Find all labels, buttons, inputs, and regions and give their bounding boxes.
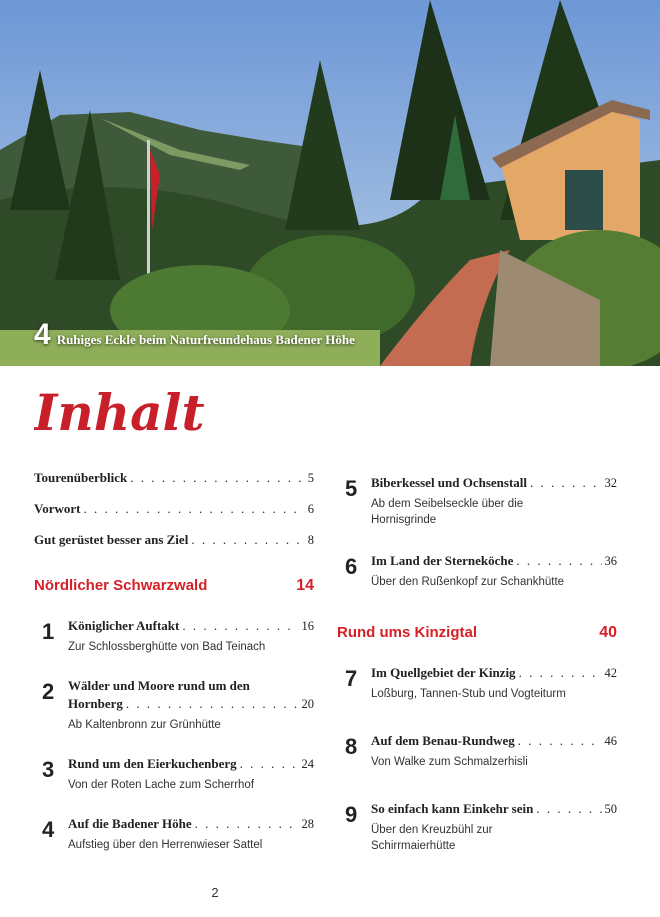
- tour-page: 20: [301, 697, 314, 711]
- dot-leader: [126, 695, 299, 713]
- tour-subtitle: [371, 822, 617, 854]
- tour-number: 2: [42, 679, 55, 704]
- dot-leader: [130, 470, 305, 486]
- tour-page: 46: [604, 734, 617, 748]
- toc-entry-page: 5: [307, 471, 314, 485]
- tour-number: 8: [345, 734, 358, 759]
- section-page: 14: [296, 577, 314, 594]
- page-number: 2: [211, 885, 219, 900]
- tour-entry-2[interactable]: [34, 677, 314, 733]
- toc-entry-label: Gut gerüstet besser ans Ziel: [34, 532, 189, 547]
- dot-leader: [240, 755, 299, 773]
- tour-number: 5: [345, 476, 358, 501]
- dot-leader: [530, 474, 601, 492]
- toc-entry-page: 8: [307, 533, 314, 547]
- dot-leader: [83, 501, 304, 517]
- tour-number: 3: [42, 757, 55, 782]
- dot-leader: [536, 800, 601, 818]
- tour-entry-6[interactable]: [337, 552, 617, 590]
- tour-page: 32: [604, 476, 617, 490]
- dot-leader: [518, 732, 602, 750]
- landscape-illustration: [0, 0, 660, 366]
- toc-right-column: [337, 470, 617, 854]
- tour-subtitle-line1: Über den Kreuzbühl zur: [371, 824, 493, 836]
- svg-text:Inhalt: Inhalt: [34, 383, 204, 442]
- hero-caption-number: 4: [34, 318, 51, 351]
- toc-entry-ausruestung[interactable]: [34, 532, 314, 563]
- section-title: Nördlicher Schwarzwald: [34, 577, 208, 594]
- toc-entry-label: Vorwort: [34, 501, 81, 516]
- tour-subtitle-line2: Schirrmaierhütte: [371, 840, 456, 852]
- tour-title: Im Quellgebiet der Kinzig: [371, 665, 516, 680]
- tour-title: Im Land der Sterneköche: [371, 553, 514, 568]
- tour-subtitle: Zur Schlossberghütte von Bad Teinach: [68, 641, 266, 653]
- hero-caption: [34, 318, 355, 352]
- tour-title: Hornberg: [68, 696, 123, 711]
- tour-subtitle-line2: Hornisgrinde: [371, 514, 437, 526]
- dot-leader: [195, 815, 299, 833]
- toc-entry-page: 6: [307, 502, 314, 516]
- tour-number: 1: [42, 619, 55, 644]
- tour-page: 50: [604, 802, 617, 816]
- tour-number: 6: [345, 554, 358, 579]
- tour-entry-3[interactable]: [34, 755, 314, 793]
- toc-entry-tourenueberblick[interactable]: [34, 470, 314, 501]
- tour-title: Auf die Badener Höhe: [68, 816, 192, 831]
- tour-page: 42: [604, 666, 617, 680]
- tour-subtitle: Loßburg, Tannen-Stub und Vogteiturm: [371, 688, 566, 700]
- tour-subtitle: Aufstieg über den Herrenwieser Sattel: [68, 839, 263, 851]
- tour-page: 24: [301, 757, 314, 771]
- page-title: [34, 382, 204, 447]
- tour-entry-7[interactable]: [337, 664, 617, 702]
- tour-entry-9[interactable]: [337, 800, 617, 854]
- tour-entry-4[interactable]: [34, 815, 314, 853]
- tour-subtitle: Von der Roten Lache zum Scherrhof: [68, 779, 255, 791]
- tour-subtitle-line1: Ab dem Seibelseckle über die: [371, 498, 524, 510]
- section-heading-rund-ums-kinzigtal[interactable]: [337, 624, 617, 642]
- tour-title-line1: Wälder und Moore rund um den: [68, 678, 250, 693]
- toc-left-column: [34, 470, 314, 853]
- tour-subtitle: Über den Rußenkopf zur Schankhütte: [371, 576, 565, 588]
- section-title: Rund ums Kinzigtal: [337, 624, 477, 641]
- section-heading-noerdlicher-schwarzwald[interactable]: [34, 577, 314, 595]
- dot-leader: [182, 617, 298, 635]
- dot-leader: [191, 532, 304, 548]
- tour-page: 36: [604, 554, 617, 568]
- tour-number: 9: [345, 802, 358, 827]
- tour-number: 4: [42, 817, 55, 842]
- tour-entry-1[interactable]: [34, 617, 314, 655]
- tour-subtitle: Ab Kaltenbronn zur Grünhütte: [68, 719, 221, 731]
- tour-title: Auf dem Benau-Rundweg: [371, 733, 515, 748]
- inhalt-script-title: [34, 382, 204, 442]
- tour-subtitle: [371, 496, 617, 528]
- tour-title: Königlicher Auftakt: [68, 618, 180, 633]
- tour-subtitle: Von Walke zum Schmalzerhisli: [371, 756, 528, 768]
- tour-title: Rund um den Eierkuchenberg: [68, 756, 237, 771]
- tour-page: 16: [301, 619, 314, 633]
- tour-title: Biberkessel und Ochsenstall: [371, 475, 528, 490]
- dot-leader: [519, 664, 602, 682]
- dot-leader: [516, 552, 601, 570]
- toc-entry-label: Tourenüberblick: [34, 470, 128, 485]
- tour-entry-8[interactable]: [337, 732, 617, 770]
- section-page: 40: [599, 624, 617, 641]
- tour-page: 28: [301, 817, 314, 831]
- tour-number: 7: [345, 666, 358, 691]
- hero-caption-text: Ruhiges Eckle beim Naturfreundehaus Badener Höhe: [56, 332, 355, 347]
- hero-photo: [0, 0, 660, 366]
- tour-entry-5[interactable]: [337, 474, 617, 528]
- toc-entry-vorwort[interactable]: [34, 501, 314, 532]
- tour-title: So einfach kann Einkehr sein: [371, 801, 534, 816]
